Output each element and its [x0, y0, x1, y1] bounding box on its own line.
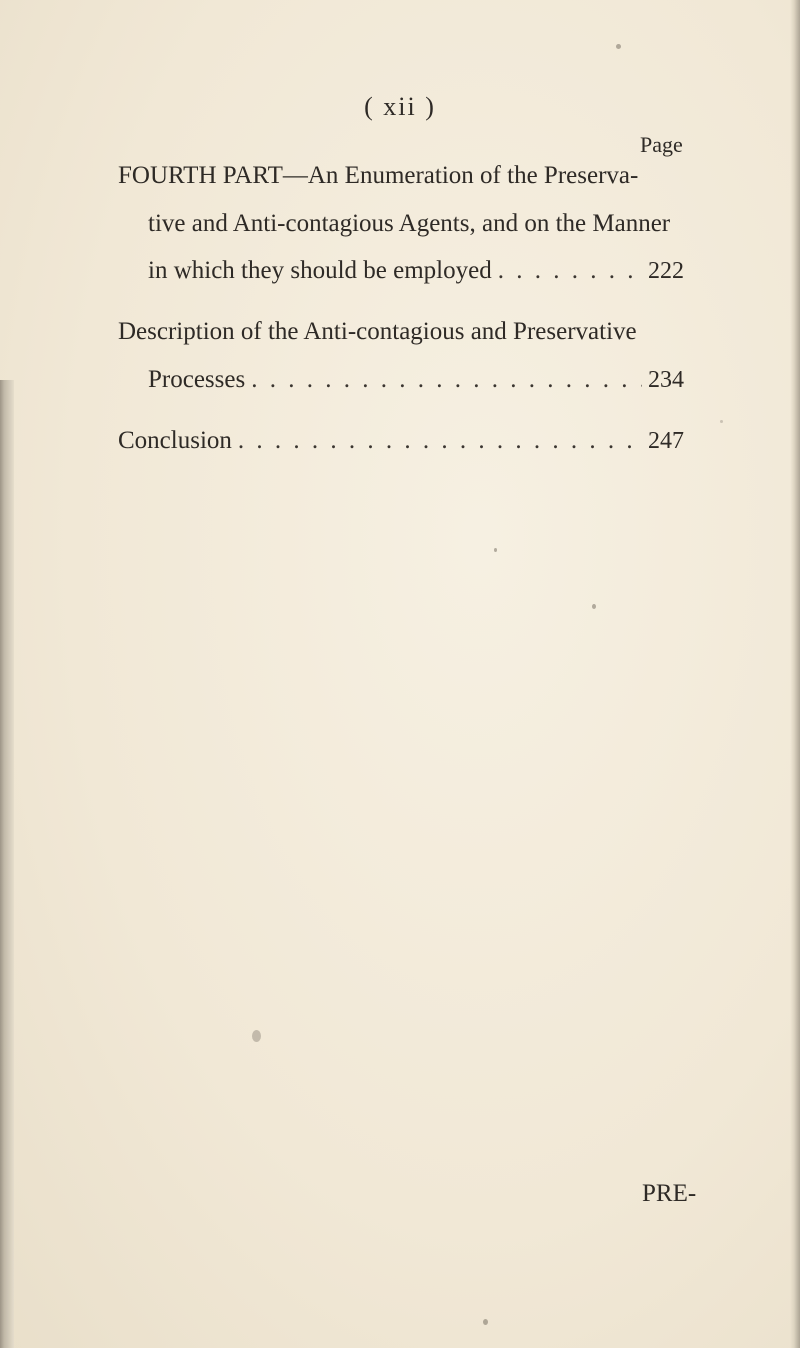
paper-speck: [592, 604, 596, 609]
toc-entry-fourth-part-line-1: FOURTH PART—An Enumeration of the Preserva-: [118, 162, 639, 189]
paper-speck: [616, 44, 621, 49]
catchword: PRE-: [642, 1180, 697, 1207]
dot-leader: [498, 255, 642, 287]
page-binding-shadow: [0, 380, 14, 1348]
paper-speck: [252, 1030, 261, 1042]
toc-page-number: 247: [648, 428, 684, 454]
toc-page-number: 222: [648, 258, 684, 284]
toc-entry-text: Conclusion: [118, 427, 232, 454]
paper-speck: [483, 1319, 488, 1325]
page-column-label: Page: [640, 132, 683, 157]
toc-entry-fourth-part-line-3: [148, 255, 684, 287]
toc-page-number: 234: [648, 367, 684, 393]
dot-leader: [251, 364, 642, 396]
toc-entry-fourth-part-line-2: tive and Anti-contagious Agents, and on the Manner: [148, 210, 671, 237]
toc-entry-text: Processes: [148, 366, 246, 393]
toc-entry-conclusion: [118, 425, 684, 457]
paper-speck: [494, 548, 497, 552]
toc-entry-description-line-1: Description of the Anti-contagious and Preservative: [118, 318, 637, 345]
page-folio: ( xii ): [364, 92, 436, 121]
paper-speck: [720, 420, 723, 423]
dot-leader: [238, 425, 642, 457]
toc-entry-description-line-2: [148, 364, 684, 396]
toc-entry-text: in which they should be employed: [148, 257, 492, 284]
page-edge-shadow: [790, 0, 800, 1348]
